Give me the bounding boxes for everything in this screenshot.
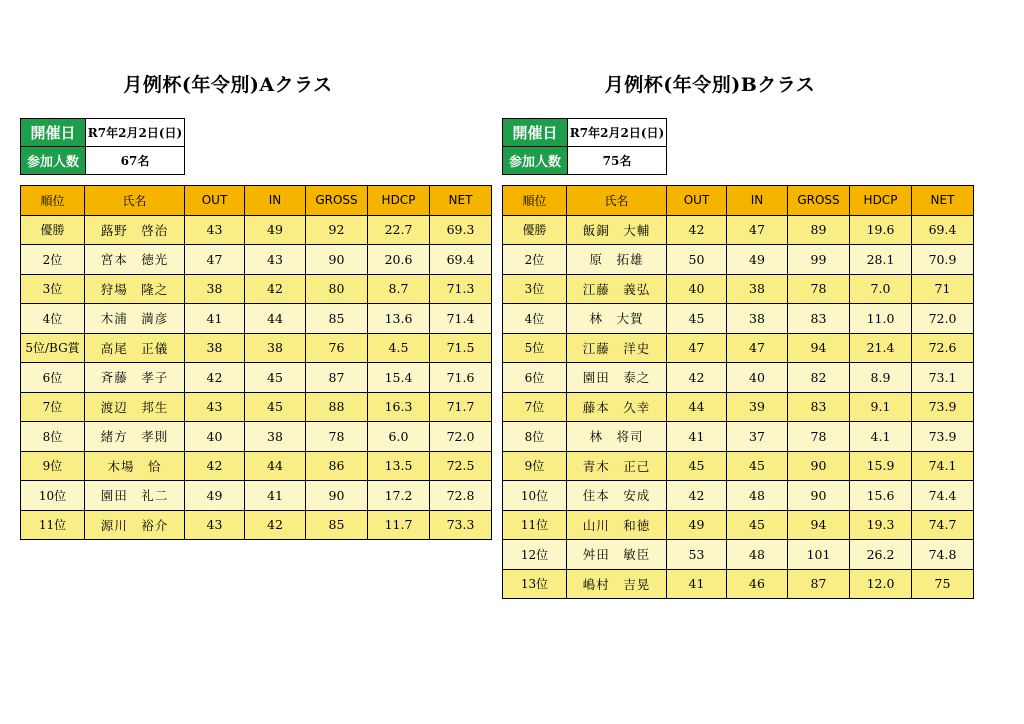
name-cell: 園田 礼二 [85,481,185,511]
panel-a-title: 月例杯(年令別)Aクラス [123,74,333,96]
in-cell: 43 [245,245,306,275]
net-cell: 73.3 [430,510,492,540]
hdcp-cell: 22.7 [368,215,430,245]
name-cell: 宮本 徳光 [85,245,185,275]
name-cell: 木場 恰 [85,451,185,481]
gross-cell: 78 [788,422,850,452]
col-rank-header: 順位 [21,186,85,216]
in-cell: 38 [245,422,306,452]
panel-b-title: 月例杯(年令別)Bクラス [604,74,816,96]
table-row [503,333,974,363]
out-cell: 49 [667,510,727,540]
out-cell: 53 [667,540,727,570]
rank-cell: 優勝 [503,215,567,245]
out-cell: 40 [185,422,245,452]
net-cell: 72.0 [430,422,492,452]
participants-value: 67名 [86,147,185,175]
col-name-header: 氏名 [85,186,185,216]
hdcp-cell: 13.6 [368,304,430,334]
table-row [503,392,974,422]
header-row [21,186,492,216]
hdcp-cell: 8.9 [850,363,912,393]
gross-cell: 78 [306,422,368,452]
panel-b-class [502,70,976,599]
hdcp-cell: 4.1 [850,422,912,452]
rank-cell: 5位/BG賞 [21,333,85,363]
table-row [503,569,974,599]
rank-cell: 9位 [503,451,567,481]
in-cell: 39 [727,392,788,422]
net-cell: 69.4 [430,245,492,275]
table-row [503,422,974,452]
gross-cell: 90 [306,481,368,511]
name-cell: 渡辺 邦生 [85,392,185,422]
table-row [503,215,974,245]
date-row [21,119,185,147]
gross-cell: 86 [306,451,368,481]
gross-cell: 101 [788,540,850,570]
gross-cell: 82 [788,363,850,393]
in-cell: 45 [727,451,788,481]
name-cell: 緒方 孝則 [85,422,185,452]
participants-row [503,147,667,175]
gross-cell: 90 [306,245,368,275]
in-cell: 47 [727,333,788,363]
out-cell: 44 [667,392,727,422]
in-cell: 37 [727,422,788,452]
in-cell: 49 [245,215,306,245]
net-cell: 74.1 [912,451,974,481]
name-cell: 蕗野 啓治 [85,215,185,245]
table-row [503,540,974,570]
hdcp-cell: 28.1 [850,245,912,275]
name-cell: 狩場 隆之 [85,274,185,304]
out-cell: 40 [667,274,727,304]
net-cell: 73.1 [912,363,974,393]
name-cell: 江藤 洋史 [567,333,667,363]
rank-cell: 3位 [503,274,567,304]
rank-cell: 10位 [503,481,567,511]
name-cell: 源川 裕介 [85,510,185,540]
out-cell: 50 [667,245,727,275]
date-value: R7年2月2日(日) [86,119,185,147]
table-row [21,451,492,481]
hdcp-cell: 9.1 [850,392,912,422]
gross-cell: 83 [788,392,850,422]
gross-cell: 90 [788,451,850,481]
table-row [21,304,492,334]
hdcp-cell: 15.4 [368,363,430,393]
rank-cell: 2位 [503,245,567,275]
in-cell: 38 [727,274,788,304]
gross-cell: 78 [788,274,850,304]
name-cell: 木浦 満彦 [85,304,185,334]
net-cell: 74.7 [912,510,974,540]
table-row [503,510,974,540]
gross-cell: 90 [788,481,850,511]
hdcp-cell: 19.6 [850,215,912,245]
name-cell: 林 大賀 [567,304,667,334]
rank-cell: 5位 [503,333,567,363]
out-cell: 45 [667,304,727,334]
net-cell: 73.9 [912,392,974,422]
col-hdcp-header: HDCP [368,186,430,216]
rank-cell: 11位 [503,510,567,540]
out-cell: 49 [185,481,245,511]
hdcp-cell: 17.2 [368,481,430,511]
hdcp-cell: 21.4 [850,333,912,363]
gross-cell: 89 [788,215,850,245]
hdcp-cell: 20.6 [368,245,430,275]
panel-a-class [20,70,494,540]
rank-cell: 6位 [21,363,85,393]
panel-a-info-table [20,118,185,175]
gross-cell: 94 [788,510,850,540]
in-cell: 40 [727,363,788,393]
rank-cell: 9位 [21,451,85,481]
participants-row [21,147,185,175]
table-row [503,363,974,393]
name-cell: 園田 泰之 [567,363,667,393]
rank-cell: 11位 [21,510,85,540]
rank-cell: 10位 [21,481,85,511]
gross-cell: 85 [306,304,368,334]
col-out-header: OUT [185,186,245,216]
panel-b-info-table [502,118,667,175]
out-cell: 43 [185,392,245,422]
in-cell: 42 [245,510,306,540]
rank-cell: 8位 [503,422,567,452]
in-cell: 46 [727,569,788,599]
rank-cell: 2位 [21,245,85,275]
gross-cell: 83 [788,304,850,334]
rank-cell: 3位 [21,274,85,304]
hdcp-cell: 15.6 [850,481,912,511]
rank-cell: 4位 [503,304,567,334]
hdcp-cell: 11.7 [368,510,430,540]
net-cell: 73.9 [912,422,974,452]
col-rank-header: 順位 [503,186,567,216]
hdcp-cell: 16.3 [368,392,430,422]
out-cell: 42 [185,363,245,393]
net-cell: 74.4 [912,481,974,511]
out-cell: 45 [667,451,727,481]
in-cell: 44 [245,304,306,334]
rank-cell: 12位 [503,540,567,570]
table-row [21,510,492,540]
table-row [503,245,974,275]
name-cell: 藤本 久幸 [567,392,667,422]
in-cell: 44 [245,451,306,481]
rank-cell: 4位 [21,304,85,334]
gross-cell: 87 [788,569,850,599]
out-cell: 47 [185,245,245,275]
date-value: R7年2月2日(日) [568,119,667,147]
table-row [503,274,974,304]
in-cell: 48 [727,481,788,511]
table-row [503,481,974,511]
col-gross-header: GROSS [788,186,850,216]
col-gross-header: GROSS [306,186,368,216]
in-cell: 42 [245,274,306,304]
gross-cell: 92 [306,215,368,245]
net-cell: 72.5 [430,451,492,481]
in-cell: 47 [727,215,788,245]
out-cell: 42 [667,215,727,245]
out-cell: 43 [185,215,245,245]
out-cell: 42 [667,363,727,393]
net-cell: 71.3 [430,274,492,304]
hdcp-cell: 19.3 [850,510,912,540]
gross-cell: 85 [306,510,368,540]
date-row [503,119,667,147]
hdcp-cell: 15.9 [850,451,912,481]
col-in-header: IN [727,186,788,216]
table-row [21,333,492,363]
net-cell: 71.4 [430,304,492,334]
name-cell: 斉藤 孝子 [85,363,185,393]
rank-cell: 13位 [503,569,567,599]
name-cell: 青木 正己 [567,451,667,481]
in-cell: 38 [727,304,788,334]
net-cell: 69.3 [430,215,492,245]
table-row [21,392,492,422]
col-name-header: 氏名 [567,186,667,216]
name-cell: 高尾 正儀 [85,333,185,363]
panel-a-results-table [20,185,492,540]
name-cell: 山川 和徳 [567,510,667,540]
net-cell: 71.7 [430,392,492,422]
gross-cell: 99 [788,245,850,275]
gross-cell: 94 [788,333,850,363]
name-cell: 林 将司 [567,422,667,452]
net-cell: 72.8 [430,481,492,511]
table-row [21,215,492,245]
name-cell: 嶋村 吉晃 [567,569,667,599]
rank-cell: 7位 [503,392,567,422]
col-in-header: IN [245,186,306,216]
name-cell: 住本 安成 [567,481,667,511]
table-row [21,363,492,393]
table-row [503,304,974,334]
net-cell: 75 [912,569,974,599]
net-cell: 71.6 [430,363,492,393]
gross-cell: 88 [306,392,368,422]
in-cell: 48 [727,540,788,570]
out-cell: 42 [185,451,245,481]
hdcp-cell: 4.5 [368,333,430,363]
out-cell: 38 [185,333,245,363]
hdcp-cell: 12.0 [850,569,912,599]
col-out-header: OUT [667,186,727,216]
participants-value: 75名 [568,147,667,175]
date-label: 開催日 [503,119,568,147]
table-row [503,451,974,481]
out-cell: 42 [667,481,727,511]
out-cell: 38 [185,274,245,304]
net-cell: 71 [912,274,974,304]
in-cell: 41 [245,481,306,511]
hdcp-cell: 13.5 [368,451,430,481]
rank-cell: 優勝 [21,215,85,245]
hdcp-cell: 11.0 [850,304,912,334]
in-cell: 45 [245,363,306,393]
out-cell: 43 [185,510,245,540]
hdcp-cell: 7.0 [850,274,912,304]
gross-cell: 80 [306,274,368,304]
out-cell: 41 [185,304,245,334]
name-cell: 原 拓雄 [567,245,667,275]
col-net-header: NET [430,186,492,216]
header-row [503,186,974,216]
hdcp-cell: 8.7 [368,274,430,304]
net-cell: 71.5 [430,333,492,363]
gross-cell: 87 [306,363,368,393]
panel-b-results-table [502,185,974,599]
out-cell: 41 [667,569,727,599]
name-cell: 江藤 義弘 [567,274,667,304]
net-cell: 69.4 [912,215,974,245]
in-cell: 49 [727,245,788,275]
table-row [21,422,492,452]
table-row [21,274,492,304]
net-cell: 72.6 [912,333,974,363]
in-cell: 45 [727,510,788,540]
participants-label: 参加人数 [503,147,568,175]
hdcp-cell: 6.0 [368,422,430,452]
name-cell: 飯銅 大輔 [567,215,667,245]
gross-cell: 76 [306,333,368,363]
out-cell: 41 [667,422,727,452]
net-cell: 74.8 [912,540,974,570]
participants-label: 参加人数 [21,147,86,175]
rank-cell: 6位 [503,363,567,393]
table-row [21,481,492,511]
rank-cell: 8位 [21,422,85,452]
date-label: 開催日 [21,119,86,147]
net-cell: 72.0 [912,304,974,334]
name-cell: 舛田 敏臣 [567,540,667,570]
rank-cell: 7位 [21,392,85,422]
in-cell: 45 [245,392,306,422]
col-hdcp-header: HDCP [850,186,912,216]
col-net-header: NET [912,186,974,216]
out-cell: 47 [667,333,727,363]
hdcp-cell: 26.2 [850,540,912,570]
net-cell: 70.9 [912,245,974,275]
table-row [21,245,492,275]
in-cell: 38 [245,333,306,363]
